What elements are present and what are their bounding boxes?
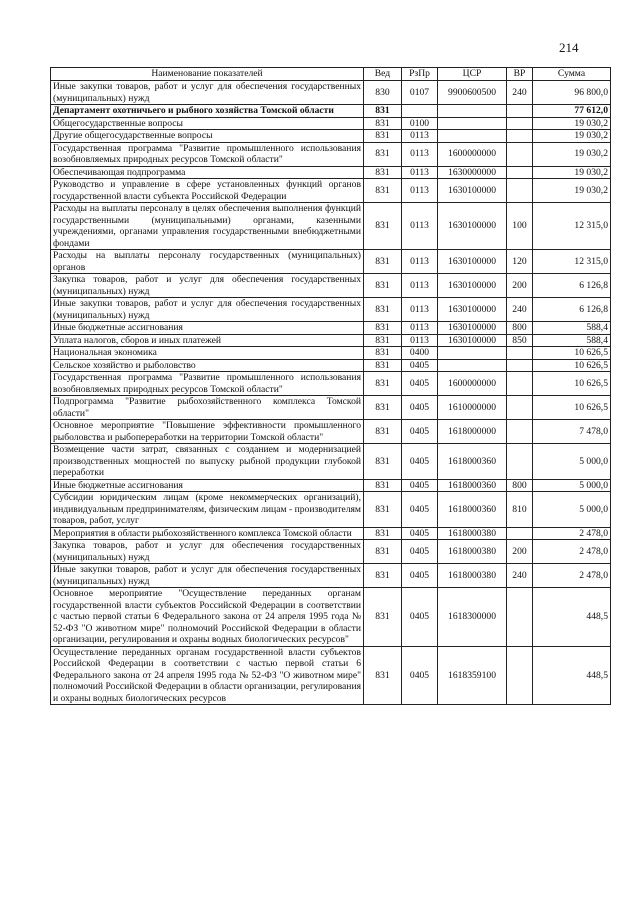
cell-sum: 5 000,0 bbox=[533, 492, 611, 528]
cell-ved: 831 bbox=[364, 274, 402, 298]
cell-csr: 1610000000 bbox=[438, 396, 507, 420]
cell-ved: 831 bbox=[364, 298, 402, 322]
cell-ved: 831 bbox=[364, 444, 402, 480]
cell-rzpr: 0113 bbox=[402, 179, 438, 203]
cell-rzpr: 0113 bbox=[402, 130, 438, 143]
cell-vr bbox=[507, 105, 533, 118]
header-rzpr: РзПр bbox=[402, 68, 438, 81]
cell-csr: 1630100000 bbox=[438, 298, 507, 322]
table-row bbox=[51, 81, 611, 105]
cell-name: Основное мероприятие "Осуществление переданных органам государственной власти субъектов Российской Федерации в соответствии с частью первой статьи 6 Федерального закона от 24 апреля 1995 года № 52-ФЗ "О животном мире" полномочий Российской Федерации в области организации, регулирования и охраны водных биологических ресурсов" bbox=[51, 588, 364, 647]
cell-rzpr: 0405 bbox=[402, 372, 438, 396]
cell-vr bbox=[507, 130, 533, 143]
cell-sum: 19 030,2 bbox=[533, 117, 611, 130]
table-row bbox=[51, 444, 611, 480]
cell-rzpr: 0405 bbox=[402, 527, 438, 540]
table-row bbox=[51, 179, 611, 203]
cell-name: Государственная программа "Развитие промышленного использования возобновляемых природных ресурсов Томской области" bbox=[51, 142, 364, 166]
cell-ved: 831 bbox=[364, 420, 402, 444]
cell-ved: 831 bbox=[364, 117, 402, 130]
cell-rzpr: 0405 bbox=[402, 564, 438, 588]
cell-vr: 100 bbox=[507, 203, 533, 250]
cell-sum: 6 126,8 bbox=[533, 274, 611, 298]
cell-name: Государственная программа "Развитие промышленного использования возобновляемых природных ресурсов Томской области" bbox=[51, 372, 364, 396]
cell-name: Иные закупки товаров, работ и услуг для обеспечения государственных (муниципальных) нужд bbox=[51, 298, 364, 322]
cell-rzpr: 0405 bbox=[402, 588, 438, 647]
header-vr: ВР bbox=[507, 68, 533, 81]
cell-name: Сельское хозяйство и рыболовство bbox=[51, 359, 364, 372]
cell-vr: 850 bbox=[507, 334, 533, 347]
table-row bbox=[51, 298, 611, 322]
header-csr: ЦСР bbox=[438, 68, 507, 81]
header-name: Наименование показателей bbox=[51, 68, 364, 81]
cell-name: Осуществление переданных органам государственной власти субъектов Российской Федерации в соответствии с частью первой статьи 6 Федерального закона от 24 апреля 1995 года № 52-ФЗ "О животном мире" полномочий Российской Федерации в области организации, регулирования и охраны водных биологических ресурсов bbox=[51, 646, 364, 705]
table-row bbox=[51, 117, 611, 130]
cell-name: Другие общегосударственные вопросы bbox=[51, 130, 364, 143]
cell-vr: 240 bbox=[507, 298, 533, 322]
cell-rzpr: 0107 bbox=[402, 81, 438, 105]
cell-rzpr: 0405 bbox=[402, 479, 438, 492]
cell-name: Расходы на выплаты персоналу в целях обеспечения выполнения функций государственными (муниципальными) органами, казенными учреждениями, органами управления государственными внебюджетными фондами bbox=[51, 203, 364, 250]
page-number: 214 bbox=[559, 40, 579, 55]
cell-sum: 19 030,2 bbox=[533, 166, 611, 179]
cell-ved: 831 bbox=[364, 142, 402, 166]
cell-vr bbox=[507, 179, 533, 203]
cell-vr: 240 bbox=[507, 81, 533, 105]
cell-rzpr: 0100 bbox=[402, 117, 438, 130]
cell-sum: 19 030,2 bbox=[533, 142, 611, 166]
cell-name: Закупка товаров, работ и услуг для обеспечения государственных (муниципальных) нужд bbox=[51, 274, 364, 298]
table-row bbox=[51, 274, 611, 298]
cell-sum: 6 126,8 bbox=[533, 298, 611, 322]
cell-csr bbox=[438, 359, 507, 372]
cell-vr bbox=[507, 117, 533, 130]
cell-vr bbox=[507, 347, 533, 360]
table-row bbox=[51, 420, 611, 444]
cell-rzpr: 0405 bbox=[402, 396, 438, 420]
cell-ved: 831 bbox=[364, 646, 402, 705]
cell-sum: 10 626,5 bbox=[533, 396, 611, 420]
table-row bbox=[51, 540, 611, 564]
cell-name: Иные закупки товаров, работ и услуг для обеспечения государственных (муниципальных) нужд bbox=[51, 564, 364, 588]
cell-rzpr: 0113 bbox=[402, 250, 438, 274]
header-sum: Сумма bbox=[533, 68, 611, 81]
cell-rzpr: 0113 bbox=[402, 322, 438, 335]
cell-csr bbox=[438, 347, 507, 360]
cell-rzpr: 0113 bbox=[402, 166, 438, 179]
cell-rzpr: 0113 bbox=[402, 203, 438, 250]
table-row bbox=[51, 322, 611, 335]
cell-name: Национальная экономика bbox=[51, 347, 364, 360]
cell-sum: 7 478,0 bbox=[533, 420, 611, 444]
header-ved: Вед bbox=[364, 68, 402, 81]
cell-name: Подпрограмма "Развитие рыбохозяйственного комплекса Томской области" bbox=[51, 396, 364, 420]
cell-ved: 830 bbox=[364, 81, 402, 105]
cell-ved: 831 bbox=[364, 179, 402, 203]
cell-vr bbox=[507, 444, 533, 480]
cell-csr: 1618359100 bbox=[438, 646, 507, 705]
cell-vr bbox=[507, 166, 533, 179]
cell-ved: 831 bbox=[364, 130, 402, 143]
cell-rzpr: 0405 bbox=[402, 540, 438, 564]
cell-name: Общегосударственные вопросы bbox=[51, 117, 364, 130]
cell-csr bbox=[438, 105, 507, 118]
table-row bbox=[51, 142, 611, 166]
cell-vr bbox=[507, 372, 533, 396]
table-row bbox=[51, 347, 611, 360]
budget-table bbox=[50, 67, 611, 705]
cell-name: Руководство и управление в сфере установленных функций органов государственной власти субъекта Российской Федерации bbox=[51, 179, 364, 203]
cell-ved: 831 bbox=[364, 396, 402, 420]
cell-rzpr: 0405 bbox=[402, 420, 438, 444]
cell-csr: 1618000360 bbox=[438, 479, 507, 492]
cell-csr: 1630100000 bbox=[438, 322, 507, 335]
cell-csr: 1630100000 bbox=[438, 203, 507, 250]
cell-vr: 200 bbox=[507, 540, 533, 564]
cell-ved: 831 bbox=[364, 479, 402, 492]
table-row bbox=[51, 203, 611, 250]
cell-csr: 1618000380 bbox=[438, 527, 507, 540]
cell-csr: 1600000000 bbox=[438, 142, 507, 166]
cell-rzpr bbox=[402, 105, 438, 118]
cell-vr bbox=[507, 420, 533, 444]
table-row bbox=[51, 479, 611, 492]
cell-csr: 1618300000 bbox=[438, 588, 507, 647]
cell-rzpr: 0113 bbox=[402, 334, 438, 347]
cell-rzpr: 0405 bbox=[402, 492, 438, 528]
cell-sum: 96 800,0 bbox=[533, 81, 611, 105]
cell-ved: 831 bbox=[364, 203, 402, 250]
cell-sum: 12 315,0 bbox=[533, 250, 611, 274]
cell-sum: 2 478,0 bbox=[533, 527, 611, 540]
table-row bbox=[51, 166, 611, 179]
cell-vr bbox=[507, 588, 533, 647]
table-header-row bbox=[51, 68, 611, 81]
cell-ved: 831 bbox=[364, 166, 402, 179]
cell-csr: 1630100000 bbox=[438, 250, 507, 274]
cell-ved: 831 bbox=[364, 540, 402, 564]
cell-name: Иные бюджетные ассигнования bbox=[51, 322, 364, 335]
cell-rzpr: 0113 bbox=[402, 274, 438, 298]
cell-rzpr: 0113 bbox=[402, 298, 438, 322]
cell-name: Обеспечивающая подпрограмма bbox=[51, 166, 364, 179]
cell-csr: 1630100000 bbox=[438, 274, 507, 298]
cell-csr: 1618000380 bbox=[438, 564, 507, 588]
cell-sum: 10 626,5 bbox=[533, 347, 611, 360]
cell-csr: 1630000000 bbox=[438, 166, 507, 179]
cell-vr: 810 bbox=[507, 492, 533, 528]
table-row bbox=[51, 105, 611, 118]
cell-ved: 831 bbox=[364, 334, 402, 347]
cell-ved: 831 bbox=[364, 250, 402, 274]
cell-name: Основное мероприятие "Повышение эффективности промышленного рыболовства и рыбопереработки на территории Томской области" bbox=[51, 420, 364, 444]
cell-sum: 19 030,2 bbox=[533, 179, 611, 203]
cell-rzpr: 0405 bbox=[402, 359, 438, 372]
cell-vr bbox=[507, 142, 533, 166]
cell-sum: 10 626,5 bbox=[533, 359, 611, 372]
cell-ved: 831 bbox=[364, 492, 402, 528]
cell-csr: 1600000000 bbox=[438, 372, 507, 396]
cell-ved: 831 bbox=[364, 322, 402, 335]
cell-sum: 2 478,0 bbox=[533, 540, 611, 564]
cell-csr: 1618000000 bbox=[438, 420, 507, 444]
cell-ved: 831 bbox=[364, 359, 402, 372]
cell-sum: 448,5 bbox=[533, 588, 611, 647]
cell-ved: 831 bbox=[364, 347, 402, 360]
table-row bbox=[51, 492, 611, 528]
cell-sum: 2 478,0 bbox=[533, 564, 611, 588]
table-row bbox=[51, 588, 611, 647]
cell-name: Иные бюджетные ассигнования bbox=[51, 479, 364, 492]
cell-sum: 448,5 bbox=[533, 646, 611, 705]
cell-csr: 1618000380 bbox=[438, 540, 507, 564]
table-row bbox=[51, 527, 611, 540]
cell-sum: 12 315,0 bbox=[533, 203, 611, 250]
table-row bbox=[51, 646, 611, 705]
table-body bbox=[51, 81, 611, 705]
cell-vr: 120 bbox=[507, 250, 533, 274]
cell-name: Субсидии юридическим лицам (кроме некоммерческих организаций), индивидуальным предпринимателям, физическим лицам - производителям товаров, работ, услуг bbox=[51, 492, 364, 528]
cell-name: Мероприятия в области рыбохозяйственного комплекса Томской области bbox=[51, 527, 364, 540]
cell-sum: 19 030,2 bbox=[533, 130, 611, 143]
cell-rzpr: 0405 bbox=[402, 646, 438, 705]
cell-ved: 831 bbox=[364, 105, 402, 118]
cell-vr bbox=[507, 359, 533, 372]
cell-vr bbox=[507, 646, 533, 705]
cell-rzpr: 0405 bbox=[402, 444, 438, 480]
cell-name: Уплата налогов, сборов и иных платежей bbox=[51, 334, 364, 347]
table-row bbox=[51, 250, 611, 274]
cell-csr: 1630100000 bbox=[438, 334, 507, 347]
cell-sum: 5 000,0 bbox=[533, 479, 611, 492]
cell-ved: 831 bbox=[364, 372, 402, 396]
cell-name: Иные закупки товаров, работ и услуг для обеспечения государственных (муниципальных) нужд bbox=[51, 81, 364, 105]
cell-ved: 831 bbox=[364, 527, 402, 540]
cell-sum: 588,4 bbox=[533, 322, 611, 335]
cell-sum: 5 000,0 bbox=[533, 444, 611, 480]
cell-vr: 200 bbox=[507, 274, 533, 298]
cell-vr bbox=[507, 396, 533, 420]
table-row bbox=[51, 372, 611, 396]
table-row bbox=[51, 130, 611, 143]
table-row bbox=[51, 564, 611, 588]
cell-csr bbox=[438, 130, 507, 143]
table-row bbox=[51, 334, 611, 347]
cell-ved: 831 bbox=[364, 588, 402, 647]
cell-sum: 10 626,5 bbox=[533, 372, 611, 396]
cell-name: Возмещение части затрат, связанных с созданием и модернизацией производственных мощностей по выпуску рыбной продукции глубокой переработки bbox=[51, 444, 364, 480]
cell-rzpr: 0400 bbox=[402, 347, 438, 360]
cell-sum: 588,4 bbox=[533, 334, 611, 347]
cell-vr: 240 bbox=[507, 564, 533, 588]
table-row bbox=[51, 396, 611, 420]
cell-csr: 9900600500 bbox=[438, 81, 507, 105]
cell-vr bbox=[507, 527, 533, 540]
cell-csr: 1630100000 bbox=[438, 179, 507, 203]
cell-rzpr: 0113 bbox=[402, 142, 438, 166]
cell-csr: 1618000360 bbox=[438, 444, 507, 480]
table-row bbox=[51, 359, 611, 372]
cell-vr: 800 bbox=[507, 479, 533, 492]
cell-csr: 1618000360 bbox=[438, 492, 507, 528]
cell-sum: 77 612,0 bbox=[533, 105, 611, 118]
cell-vr: 800 bbox=[507, 322, 533, 335]
cell-ved: 831 bbox=[364, 564, 402, 588]
cell-name: Департамент охотничьего и рыбного хозяйства Томской области bbox=[51, 105, 364, 118]
cell-csr bbox=[438, 117, 507, 130]
cell-name: Расходы на выплаты персоналу государственных (муниципальных) органов bbox=[51, 250, 364, 274]
cell-name: Закупка товаров, работ и услуг для обеспечения государственных (муниципальных) нужд bbox=[51, 540, 364, 564]
